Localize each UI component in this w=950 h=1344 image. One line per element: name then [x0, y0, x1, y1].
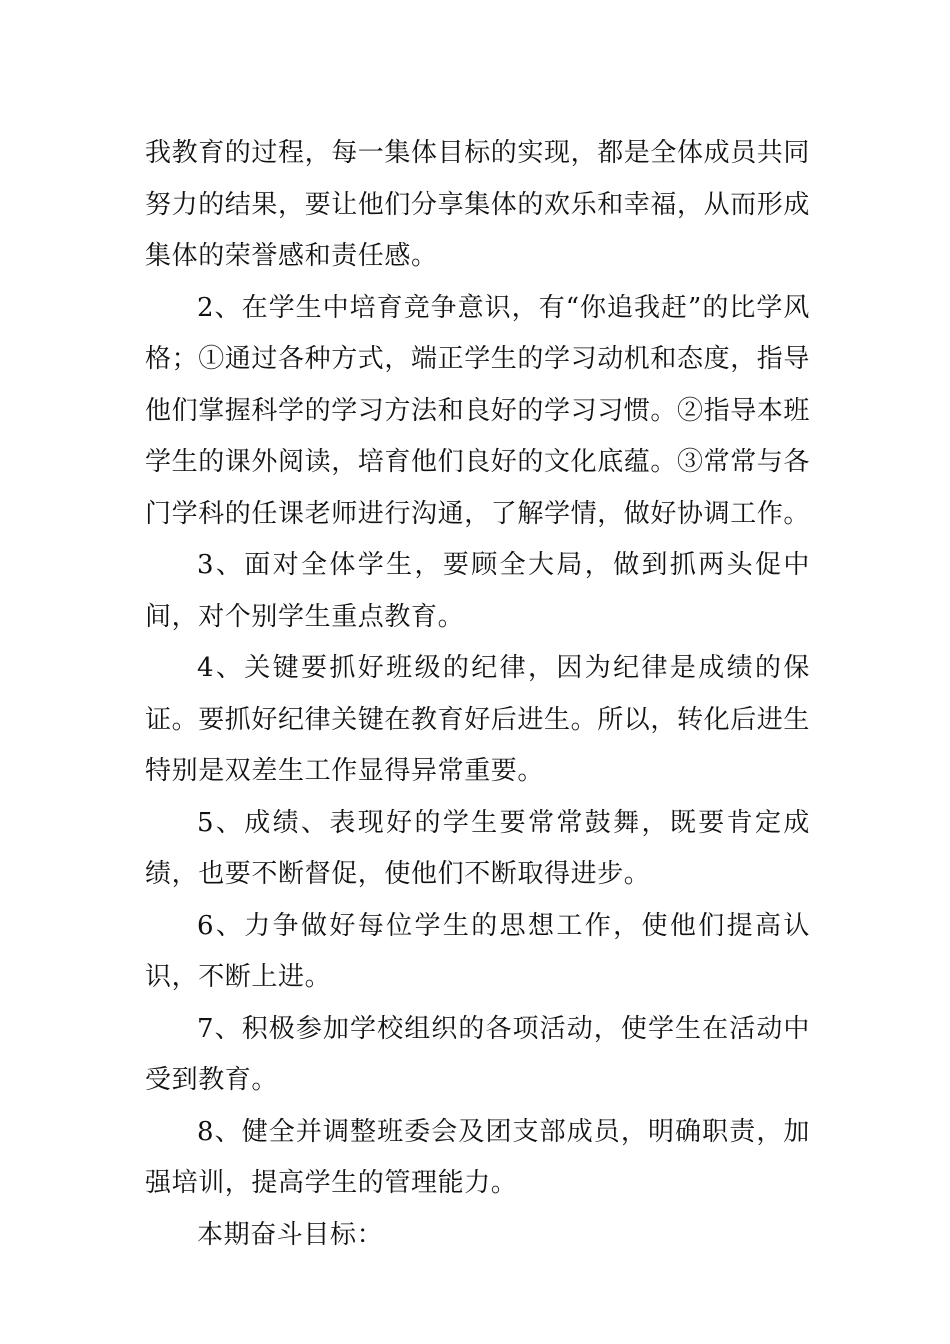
paragraph-item-6: 6、力争做好每位学生的思想工作，使他们提高认识，不断上进。: [145, 910, 810, 992]
paragraph-item-4: 4、关键要抓好班级的纪律，因为纪律是成绩的保证。要抓好纪律关键在教育好后进生。所以，转化后进生特别是双差生工作显得异常重要。: [145, 653, 811, 786]
paragraph-item-3: 3、面对全体学生，要顾全大局，做到抓两头促中间，对个别学生重点教育。: [145, 550, 810, 632]
paragraph-item-8: 8、健全并调整班委会及团支部成员，明确职责，加强培训，提高学生的管理能力。: [145, 1116, 810, 1198]
paragraph-item-5: 5、成绩、表现好的学生要常常鼓舞，既要肯定成绩，也要不断督促，使他们不断取得进步。: [145, 807, 810, 889]
paragraph-item-7: 7、积极参加学校组织的各项活动，使学生在活动中受到教育。: [145, 1013, 810, 1095]
paragraph-continuation: 我教育的过程，每一集体目标的实现，都是全体成员共同努力的结果，要让他们分享集体的欢乐和幸福，从而形成集体的荣誉感和责任感。: [145, 138, 811, 271]
document-body: [145, 128, 810, 1261]
section-heading-goals: 本期奋斗目标：: [197, 1219, 384, 1250]
paragraph-item-2: 2、在学生中培育竞争意识，有“你追我赶”的比学风格；①通过各种方式，端正学生的学习动机和态度，指导他们掌握科学的学习方法和良好的学习习惯。②指导本班学生的课外阅读，培育他们良好的文化底蕴。③常常与各门学科的任课老师进行沟通，了解学情，做好协调工作。: [145, 292, 811, 529]
